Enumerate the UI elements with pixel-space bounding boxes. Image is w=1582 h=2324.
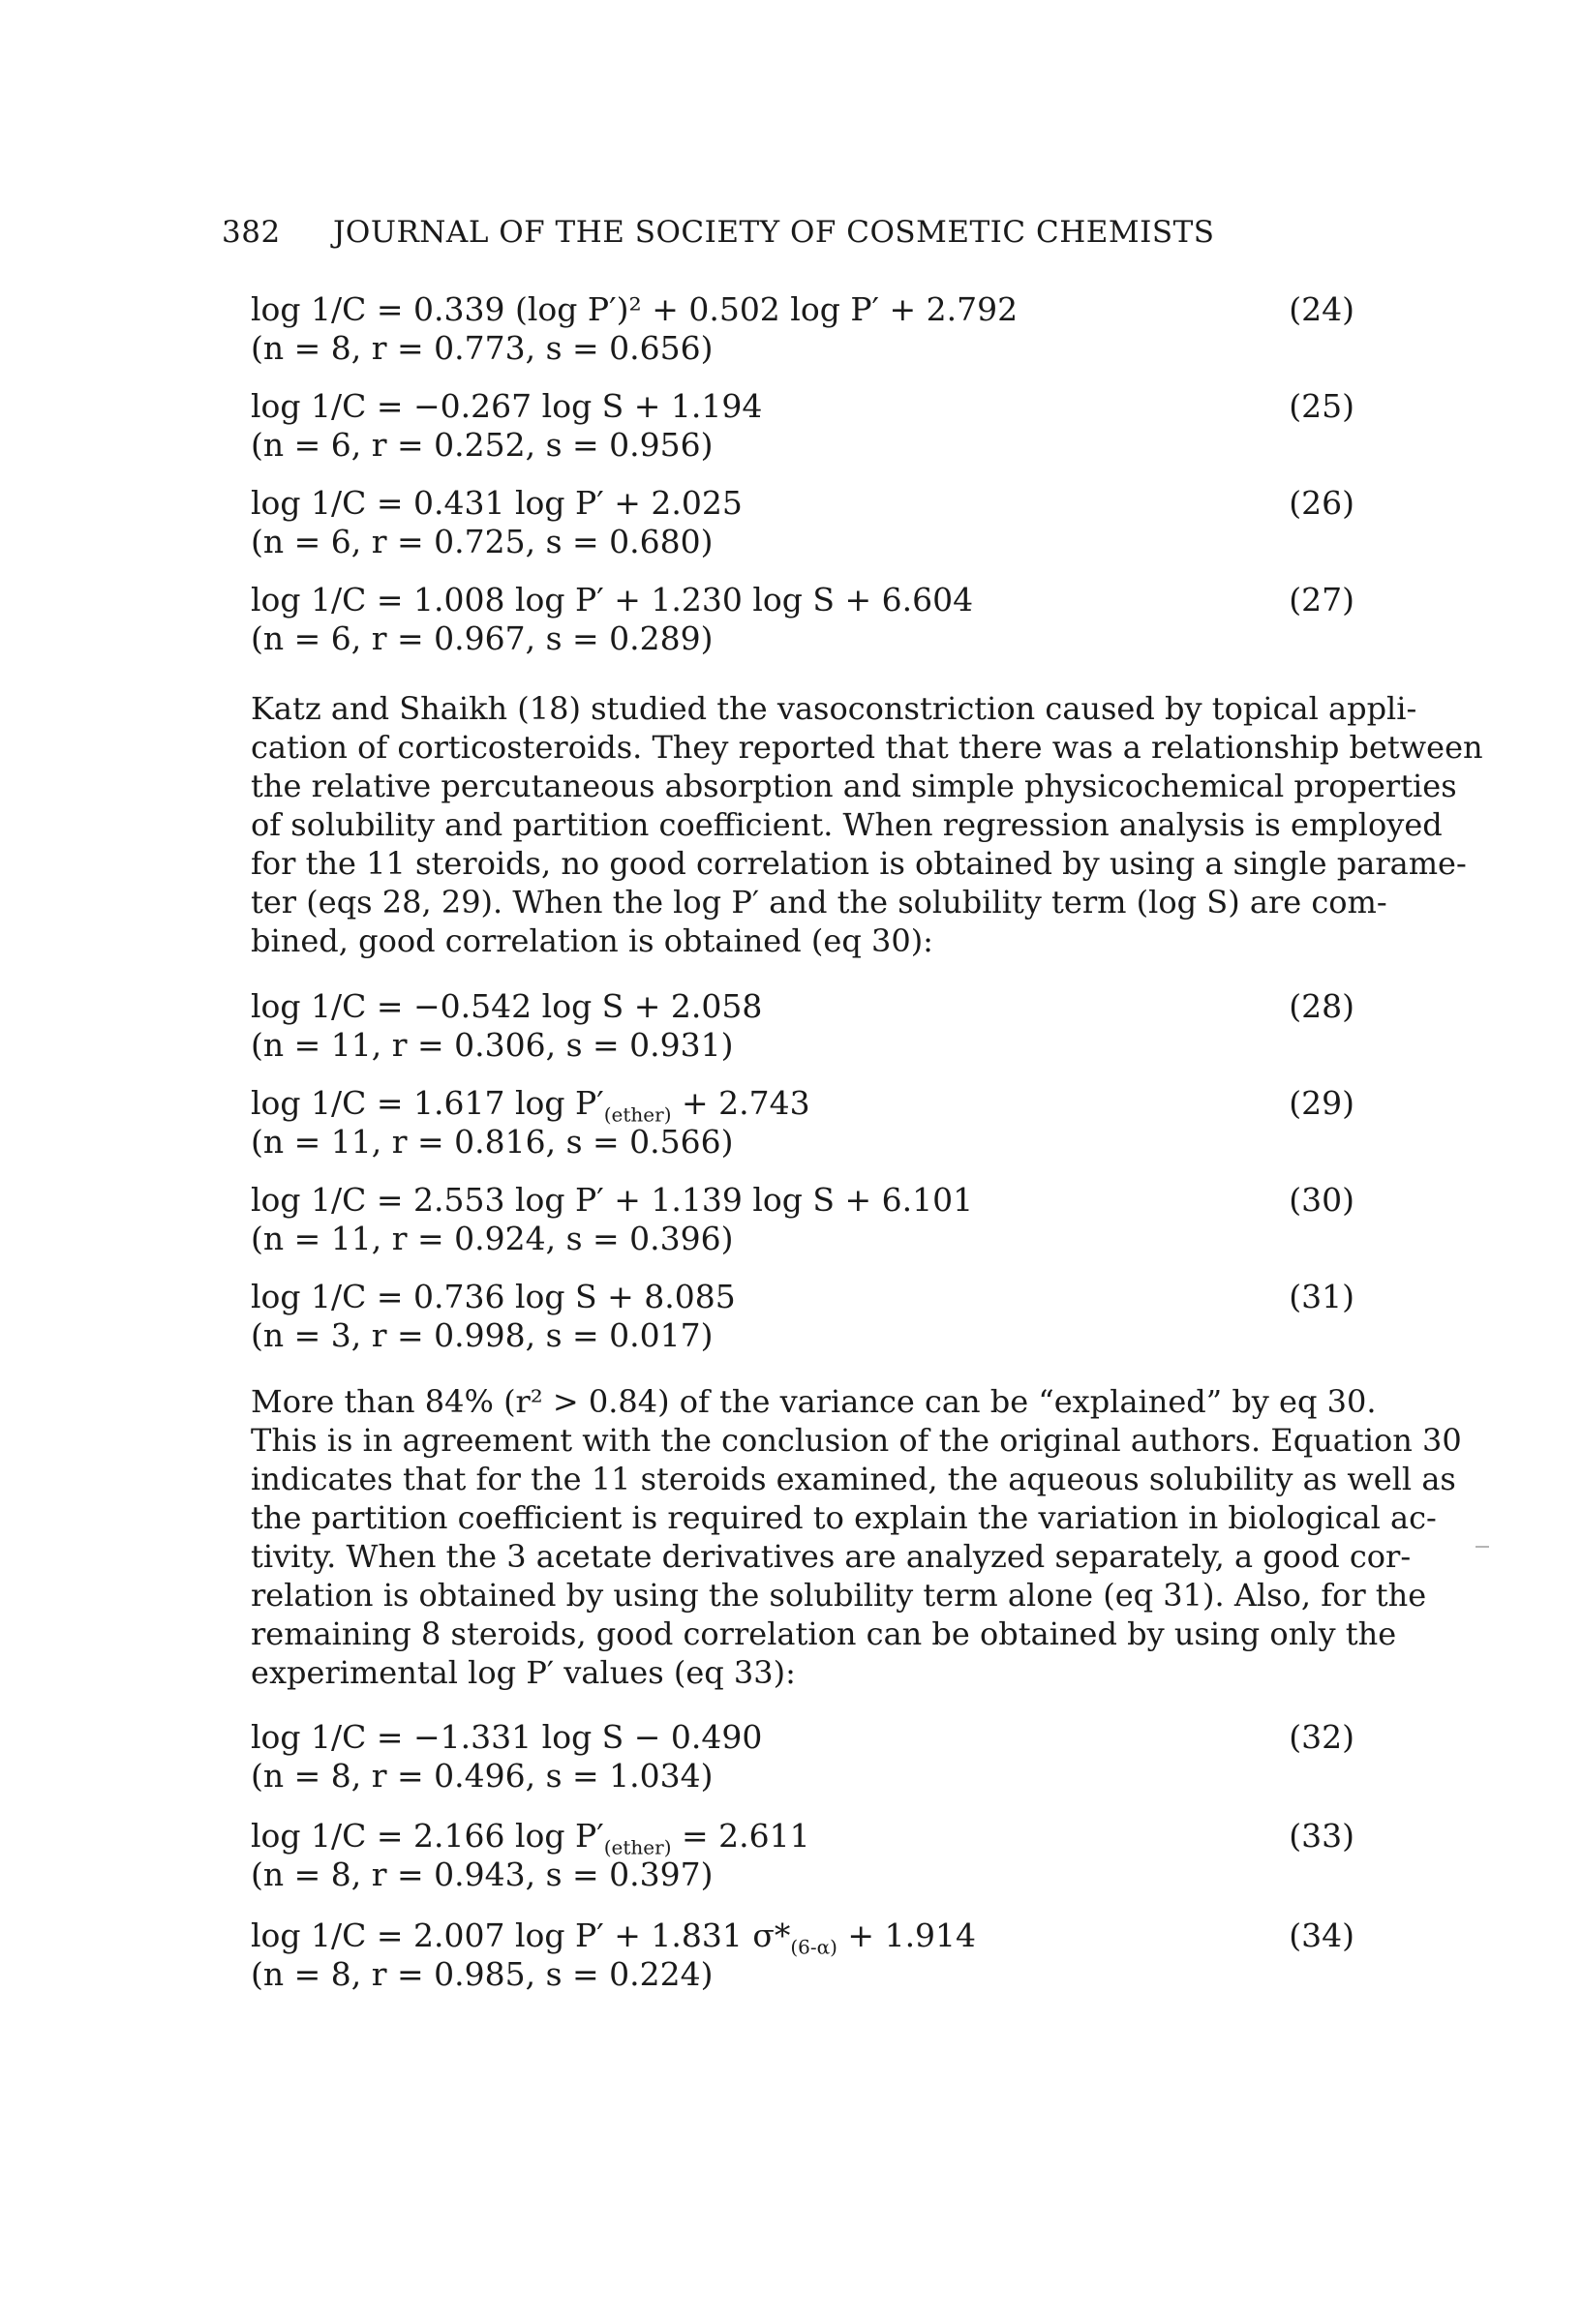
equation-28 [251,987,1354,1065]
equation-number: (25) [1289,387,1354,425]
equation-30 [251,1181,1354,1258]
running-header [222,215,1215,250]
paragraph-variance [251,1382,1462,1692]
equation-statistics: (n = 3, r = 0.998, s = 0.017) [251,1316,714,1354]
equation-statistics: (n = 8, r = 0.943, s = 0.397) [251,1856,714,1893]
journal-title: JOURNAL OF THE SOCIETY OF COSMETIC CHEMISTS [333,215,1215,250]
paragraph-line: remaining 8 steroids, good correlation can be obtained by using only the [251,1615,1397,1652]
paragraph-line: relation is obtained by using the solubility term alone (eq 31). Also, for the [251,1577,1427,1614]
equation-expression-start: log 1/C = 2.007 log P′ + 1.831 σ* [251,1917,791,1954]
equation-expression-end: + 2.743 [671,1084,810,1122]
paragraph-line: experimental log P′ values (eq 33): [251,1654,796,1691]
paragraph-katz-shaikh [251,689,1483,960]
paragraph-line: Katz and Shaikh (18) studied the vasoconstriction caused by topical appli- [251,690,1417,727]
equation-32 [251,1718,1354,1796]
equation-number: (29) [1289,1084,1354,1122]
equation-33 [251,1817,1354,1894]
equation-subscript: (ether) [603,1102,672,1127]
equation-expression-end: = 2.611 [671,1817,810,1855]
paragraph-line: indicates that for the 11 steroids examined, the aqueous solubility as well as [251,1461,1456,1497]
equation-expression: log 1/C = −0.267 log S + 1.194 [251,387,763,425]
equation-expression-start: log 1/C = 2.166 log P′ [251,1817,604,1855]
equation-statistics: (n = 6, r = 0.252, s = 0.956) [251,426,714,464]
equation-number: (30) [1289,1181,1354,1219]
equation-number: (28) [1289,987,1354,1025]
equation-number: (33) [1289,1817,1354,1855]
paragraph-line: for the 11 steroids, no good correlation is obtained by using a single parame- [251,845,1467,882]
equation-expression: log 1/C = −0.542 log S + 2.058 [251,987,763,1025]
equation-expression: log 1/C = 0.339 (log P′)² + 0.502 log P′ + 2.792 [251,290,1019,328]
paragraph-line: of solubility and partition coefficient. When regression analysis is employed [251,806,1443,843]
equation-expression: log 1/C = −1.331 log S − 0.490 [251,1718,763,1756]
paragraph-line: bined, good correlation is obtained (eq 30): [251,922,933,959]
equation-expression: log 1/C = 2.553 log P′ + 1.139 log S + 6.101 [251,1181,974,1219]
equation-expression: log 1/C = 0.431 log P′ + 2.025 [251,484,743,522]
equation-subscript: (ether) [603,1835,672,1859]
paragraph-line: cation of corticosteroids. They reported that there was a relationship between [251,729,1483,766]
page-number: 382 [222,215,281,250]
equation-34 [251,1917,1354,1994]
equation-25 [251,387,1354,465]
paragraph-line: the partition coefficient is required to explain the variation in biological ac- [251,1499,1437,1536]
paragraph-line: ter (eqs 28, 29). When the log P′ and the solubility term (log S) are com- [251,884,1387,921]
paragraph-line: This is in agreement with the conclusion of the original authors. Equation 30 [251,1422,1462,1459]
equation-number: (34) [1289,1917,1354,1954]
equation-number: (24) [1289,290,1354,328]
equation-number: (27) [1289,581,1354,619]
equation-expression: log 1/C = 1.008 log P′ + 1.230 log S + 6.604 [251,581,974,619]
paragraph-line: More than 84% (r² > 0.84) of the variance can be “explained” by eq 30. [251,1383,1377,1420]
equation-expression-end: + 1.914 [837,1917,977,1954]
equation-statistics: (n = 8, r = 0.773, s = 0.656) [251,329,714,367]
equation-31 [251,1278,1354,1355]
equation-29 [251,1084,1354,1162]
equation-expression-start: log 1/C = 1.617 log P′ [251,1084,604,1122]
equation-expression: log 1/C = 0.736 log S + 8.085 [251,1278,736,1315]
paragraph-line: the relative percutaneous absorption and simple physicochemical properties [251,768,1457,804]
equation-number: (26) [1289,484,1354,522]
equation-26 [251,484,1354,561]
equation-24 [251,290,1354,368]
equation-27 [251,581,1354,658]
equation-statistics: (n = 6, r = 0.967, s = 0.289) [251,619,714,657]
equation-statistics: (n = 6, r = 0.725, s = 0.680) [251,523,714,560]
equation-number: (31) [1289,1278,1354,1315]
equation-statistics: (n = 11, r = 0.924, s = 0.396) [251,1220,734,1257]
paragraph-line: tivity. When the 3 acetate derivatives are analyzed separately, a good cor- [251,1538,1412,1575]
equation-number: (32) [1289,1718,1354,1756]
equation-statistics: (n = 11, r = 0.816, s = 0.566) [251,1123,734,1161]
margin-mark [1476,1546,1489,1548]
equation-statistics: (n = 11, r = 0.306, s = 0.931) [251,1026,734,1064]
equation-statistics: (n = 8, r = 0.985, s = 0.224) [251,1955,714,1993]
equation-subscript: (6-α) [790,1935,837,1959]
equation-statistics: (n = 8, r = 0.496, s = 1.034) [251,1757,714,1795]
